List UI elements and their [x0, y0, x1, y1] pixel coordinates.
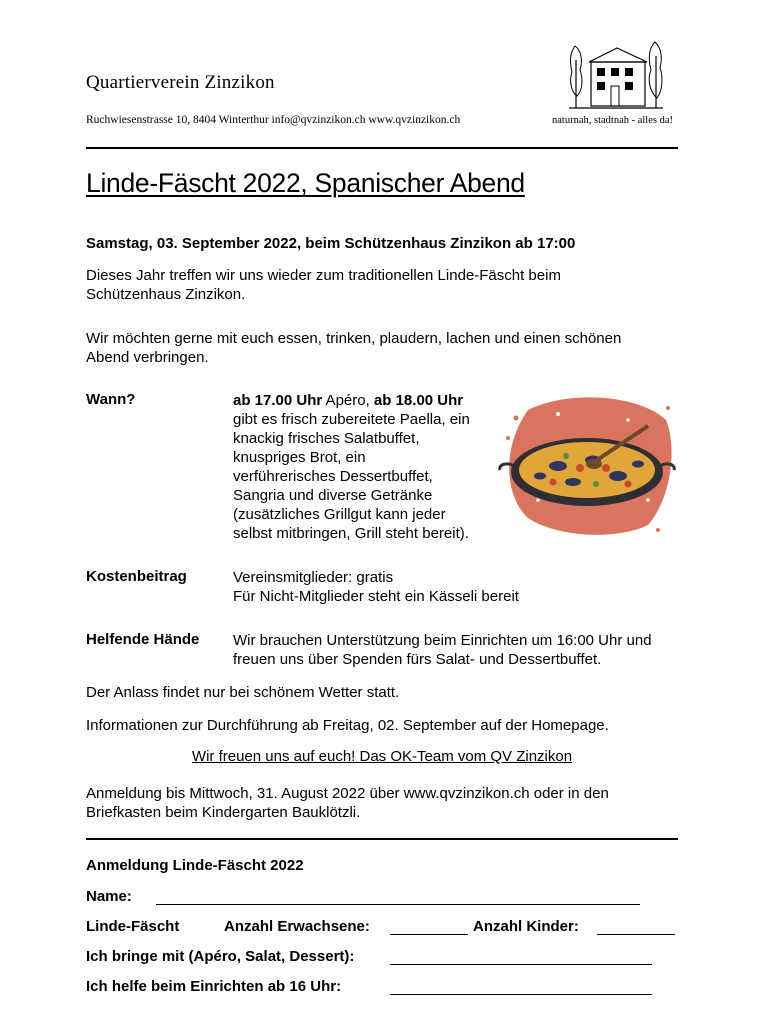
wann-line: (zusätzliches Grillgut kann jeder	[233, 506, 446, 523]
org-address: Ruchwiesenstrasse 10, 8404 Winterthur info@qvzinzikon.ch www.qvzinzikon.ch	[86, 114, 461, 126]
kids-field[interactable]	[597, 934, 675, 935]
intro-line: Dieses Jahr treffen wir uns wieder zum traditionellen Linde-Fäscht beim	[86, 267, 561, 284]
page-title: Linde-Fäscht 2022, Spanischer Abend	[86, 168, 525, 198]
help-label: Ich helfe beim Einrichten ab 16 Uhr:	[86, 978, 342, 995]
bring-field[interactable]	[390, 964, 652, 965]
wann-line: verführerisches Dessertbuffet,	[233, 468, 433, 485]
event-label: Linde-Fäscht	[86, 918, 180, 935]
kosten-label: Kostenbeitrag	[86, 568, 187, 585]
intro-line: Wir möchten gerne mit euch essen, trinken, plaudern, lachen und einen schönen	[86, 330, 622, 347]
adults-field[interactable]	[390, 934, 468, 935]
greeting: Wir freuen uns auf euch! Das OK-Team vom QV Zinzikon	[191, 748, 573, 765]
time-dinner: ab 18.00 Uhr	[373, 392, 464, 409]
helfende-line: Wir brauchen Unterstützung beim Einrichten um 16:00 Uhr und	[233, 632, 652, 649]
anmeldung-line: Briefkasten beim Kindergarten Bauklötzli.	[86, 804, 361, 821]
intro-paragraph-1	[86, 266, 561, 304]
adults-label: Anzahl Erwachsene:	[224, 918, 370, 935]
kids-label: Anzahl Kinder:	[473, 918, 579, 935]
name-field[interactable]	[156, 904, 640, 905]
anmeldung-note	[86, 784, 609, 822]
kosten-line: Für Nicht-Mitglieder steht ein Kässeli bereit	[233, 588, 519, 605]
anmeldung-line: Anmeldung bis Mittwoch, 31. August 2022 über www.qvzinzikon.ch oder in den	[86, 785, 609, 802]
wann-line: knuspriges Brot, ein	[233, 449, 366, 466]
helfende-details	[233, 631, 652, 669]
helfende-line: freuen uns über Spenden fürs Salat- und Dessertbuffet.	[233, 651, 602, 668]
tagline: naturnah, stadtnah - alles da!	[552, 115, 673, 126]
wann-details	[233, 391, 470, 543]
kosten-line: Vereinsmitglieder: gratis	[233, 569, 394, 586]
intro-paragraph-2	[86, 329, 621, 367]
wann-label: Wann?	[86, 391, 136, 408]
wann-line: gibt es frisch zubereitete Paella, ein	[233, 411, 470, 428]
form-heading: Anmeldung Linde-Fäscht 2022	[86, 857, 304, 874]
info-note: Informationen zur Durchführung ab Freitag, 02. September auf der Homepage.	[86, 717, 609, 734]
paella-pan-icon	[498, 390, 676, 540]
wann-line: knackig frisches Salatbuffet,	[233, 430, 420, 447]
weather-note: Der Anlass findet nur bei schönem Wetter statt.	[86, 684, 400, 701]
bring-label: Ich bringe mit (Apéro, Salat, Dessert):	[86, 948, 355, 965]
org-name: Quartierverein Zinzikon	[86, 72, 275, 93]
intro-line: Abend verbringen.	[86, 349, 209, 366]
aperitif-text: Apéro,	[322, 392, 374, 409]
wann-line: Sangria und diverse Getränke	[233, 487, 433, 504]
kosten-details	[233, 568, 519, 606]
help-field[interactable]	[390, 994, 652, 995]
date-line: Samstag, 03. September 2022, beim Schützenhaus Zinzikon ab 17:00	[86, 235, 576, 252]
intro-line: Schützenhaus Zinzikon.	[86, 286, 246, 303]
name-label: Name:	[86, 888, 132, 905]
header-divider	[86, 147, 678, 149]
wann-times	[233, 391, 470, 410]
helfende-label: Helfende Hände	[86, 631, 200, 648]
time-aperitif: ab 17.00 Uhr	[233, 392, 323, 409]
house-trees-logo-icon	[567, 40, 665, 112]
form-divider	[86, 838, 678, 840]
wann-line: selbst mitbringen, Grill steht bereit).	[233, 525, 469, 542]
